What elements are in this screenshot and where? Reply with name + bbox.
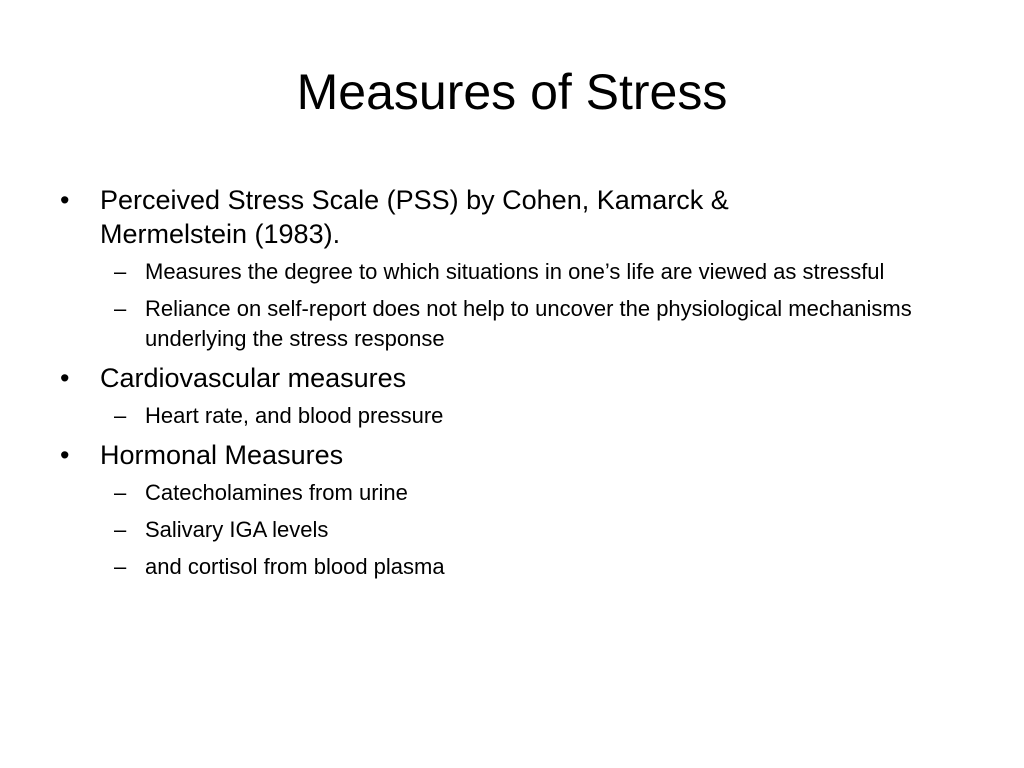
sub-item-text: Heart rate, and blood pressure (145, 403, 444, 428)
sub-item-text: Reliance on self-report does not help to uncover the physiological mechanisms underlying the stress response (145, 296, 912, 351)
sub-list-hormonal (58, 478, 958, 582)
bullet-text: Hormonal Measures (100, 440, 344, 470)
dash-icon: – (114, 554, 127, 579)
sub-item (58, 401, 925, 431)
sub-list-cardiovascular (58, 401, 958, 431)
bullet-icon: • (60, 363, 70, 393)
sub-item (58, 478, 925, 508)
sub-list-pss (58, 257, 958, 354)
dash-icon: – (114, 480, 127, 505)
sub-item (58, 515, 925, 545)
bullet-item-cardiovascular (58, 361, 958, 395)
sub-item (58, 294, 925, 354)
slide-title: Measures of Stress (296, 64, 728, 120)
sub-item-text: Catecholamines from urine (145, 480, 408, 505)
sub-item (58, 552, 925, 582)
bullet-text: Cardiovascular measures (100, 363, 407, 393)
bullet-item-pss (58, 183, 958, 251)
bullet-icon: • (60, 440, 70, 470)
sub-item-text: and cortisol from blood plasma (145, 554, 445, 579)
dash-icon: – (114, 517, 127, 542)
sub-item-text: Salivary IGA levels (145, 517, 329, 542)
bullet-text: Perceived Stress Scale (PSS) by Cohen, Kamarck & Mermelstein (1983). (100, 185, 729, 249)
dash-icon: – (114, 403, 127, 428)
dash-icon: – (114, 296, 127, 321)
bullet-list (58, 183, 958, 589)
sub-item-text: Measures the degree to which situations in one’s life are viewed as stressful (145, 259, 885, 284)
sub-item (58, 257, 925, 287)
dash-icon: – (114, 259, 127, 284)
bullet-item-hormonal (58, 438, 958, 472)
bullet-icon: • (60, 185, 70, 215)
